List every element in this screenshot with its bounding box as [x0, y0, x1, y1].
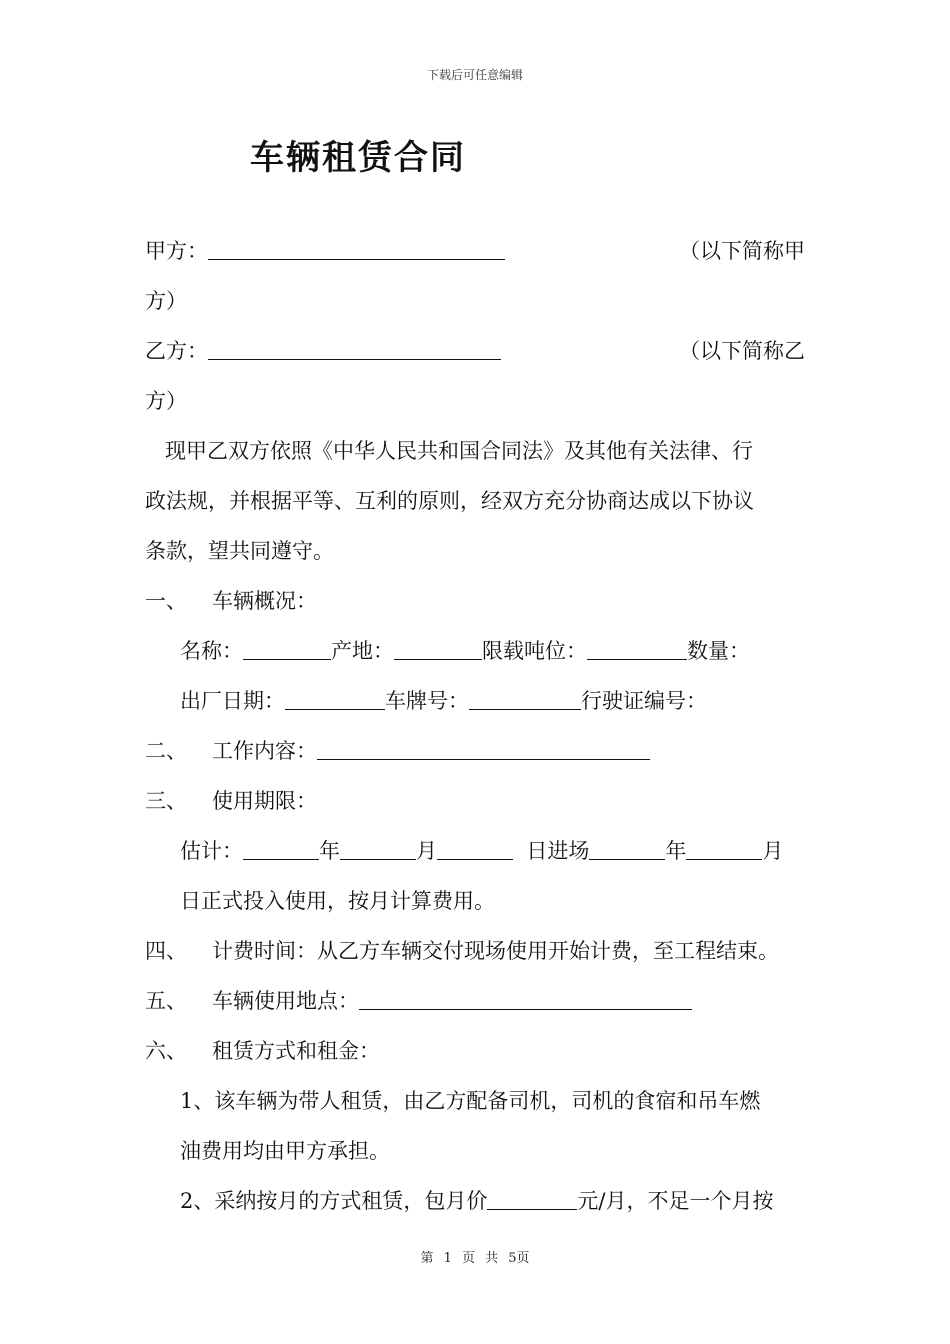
party-a-line [145, 236, 505, 266]
blank [437, 837, 513, 860]
blank [243, 637, 331, 660]
vehicle-row-2 [180, 686, 707, 716]
section-6-heading [145, 1036, 380, 1066]
field-label: 估计： [180, 839, 243, 863]
blank [317, 737, 650, 760]
period-row-2: 日正式投入使用，按月计算费用。 [180, 889, 495, 913]
section-number: 五、 [145, 989, 187, 1013]
field-label: 2、采纳按月的方式租赁，包月价 [180, 1189, 488, 1213]
blank [587, 637, 687, 660]
section-number: 四、 [145, 939, 187, 963]
party-b-suffix-end: 方） [145, 389, 187, 413]
vehicle-row-1 [180, 636, 750, 666]
field-label: 行驶证编号： [581, 689, 707, 713]
party-a-label: 甲方： [145, 239, 208, 263]
header-note: 下载后可任意编辑 [426, 68, 523, 82]
page-footer: 第 1 页 共 5页 [420, 1251, 530, 1266]
intro-line: 条款，望共同遵守。 [145, 539, 334, 563]
field-label: 限载吨位： [482, 639, 587, 663]
section-title: 租赁方式和租金： [212, 1039, 380, 1063]
blank [487, 1187, 577, 1210]
party-a-suffix-end: 方） [145, 289, 187, 313]
section-1-heading [145, 586, 317, 616]
party-b-suffix: （以下简称乙 [679, 339, 805, 363]
party-b-blank [208, 337, 501, 360]
field-label: 名称： [180, 639, 243, 663]
party-b-label: 乙方： [145, 339, 208, 363]
field-label: 月 [416, 839, 437, 863]
section-5-heading [145, 986, 692, 1016]
rental-para-1: 1、该车辆为带人租赁，由乙方配备司机，司机的食宿和吊车燃 [180, 1089, 761, 1113]
section-title: 使用期限： [212, 789, 317, 813]
section-number: 一、 [145, 589, 187, 613]
field-label: 车牌号： [385, 689, 469, 713]
field-label: 数量： [687, 639, 750, 663]
blank [243, 837, 319, 860]
rental-para-1-cont: 油费用均由甲方承担。 [180, 1139, 390, 1163]
section-number: 六、 [145, 1039, 187, 1063]
section-title: 车辆概况： [212, 589, 317, 613]
blank [340, 837, 416, 860]
document-title: 车辆租赁合同 [250, 138, 466, 178]
blank [686, 837, 762, 860]
section-3-heading [145, 786, 317, 816]
section-number: 三、 [145, 789, 187, 813]
field-label: 月 [762, 839, 784, 863]
blank [469, 687, 581, 710]
section-number: 二、 [145, 739, 187, 763]
section-2-heading [145, 736, 650, 766]
blank [285, 687, 385, 710]
field-label: 元/月，不足一个月按 [577, 1189, 774, 1213]
blank [394, 637, 482, 660]
party-a-suffix: （以下简称甲 [679, 239, 805, 263]
section-title: 计费时间：从乙方车辆交付现场使用开始计费，至工程结束。 [212, 939, 779, 963]
intro-line: 现甲乙双方依照《中华人民共和国合同法》及其他有关法律、行 [165, 439, 753, 463]
section-title: 工作内容： [212, 739, 317, 763]
field-label: 年 [319, 839, 340, 863]
rental-para-2 [180, 1186, 773, 1216]
section-title: 车辆使用地点： [212, 989, 359, 1013]
blank [589, 837, 665, 860]
intro-line: 政法规，并根据平等、互利的原则，经双方充分协商达成以下协议 [145, 489, 754, 513]
field-label: 年 [665, 839, 687, 863]
field-label: 产地： [331, 639, 394, 663]
party-a-blank [208, 237, 505, 260]
section-4-heading [145, 936, 779, 966]
period-row [180, 836, 783, 866]
party-b-line [145, 336, 501, 366]
blank [359, 987, 692, 1010]
field-label: 出厂日期： [180, 689, 285, 713]
field-label: 日进场 [526, 839, 590, 863]
